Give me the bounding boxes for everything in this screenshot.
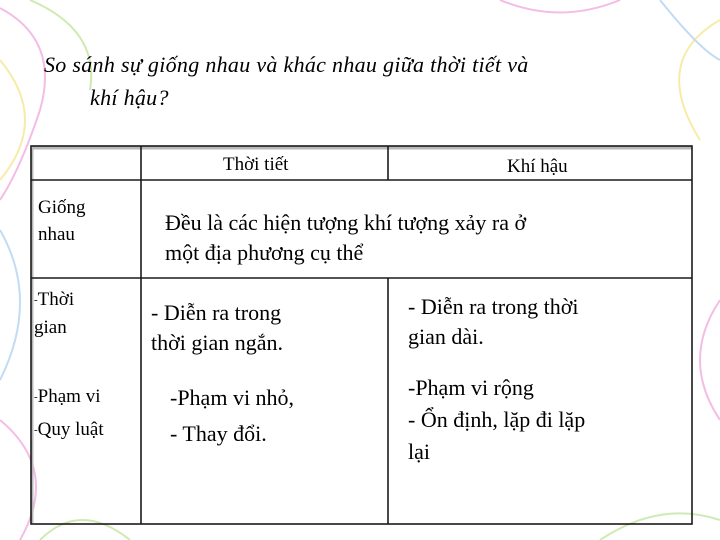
comparison-table bbox=[30, 142, 694, 525]
row-label-time: -Thời gian bbox=[34, 289, 75, 338]
similarity-text: Đều là các hiện tượng khí tượng xảy ra ở một địa phương cụ thể bbox=[165, 210, 527, 265]
scope-weather-text: -Phạm vi nhỏ, - Thay đổi. bbox=[170, 385, 295, 446]
row-label-similarity: Giống nhau bbox=[38, 197, 86, 245]
time-weather-text: - Diễn ra trong thời gian ngắn. bbox=[151, 300, 283, 355]
scope-climate-text: -Phạm vi rộng - Ổn định, lặp đi lặp lại bbox=[408, 375, 586, 464]
table-lines bbox=[30, 142, 694, 525]
title-line-2: khí hậu? bbox=[90, 85, 169, 110]
header-weather: Thời tiết bbox=[223, 154, 289, 175]
time-climate-text: - Diễn ra trong thời gian dài. bbox=[408, 294, 579, 349]
header-climate: Khí hậu bbox=[507, 156, 568, 177]
question-title bbox=[44, 48, 694, 114]
row-label-scope: -Phạm vi -Quy luật bbox=[34, 386, 104, 440]
title-line-1: So sánh sự giống nhau và khác nhau giữa thời tiết và bbox=[44, 52, 529, 77]
